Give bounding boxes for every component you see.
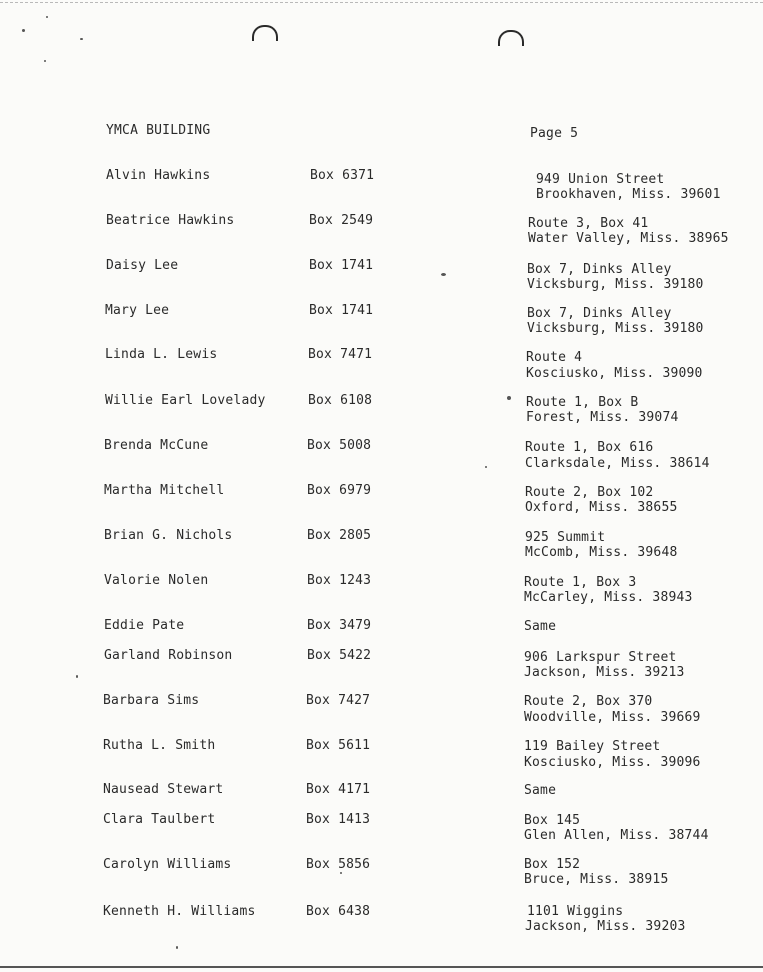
resident-name: Brenda McCune bbox=[104, 438, 209, 453]
resident-name: Martha Mitchell bbox=[104, 483, 225, 498]
home-address-line-1: 949 Union Street bbox=[536, 172, 665, 187]
mail-box-number: Box 1413 bbox=[306, 812, 371, 827]
home-address-line-2: Vicksburg, Miss. 39180 bbox=[527, 277, 704, 292]
resident-name: Valorie Nolen bbox=[104, 573, 209, 588]
speck bbox=[46, 16, 48, 18]
home-address-line-1: Box 7, Dinks Alley bbox=[527, 262, 672, 277]
resident-name: Beatrice Hawkins bbox=[106, 213, 235, 228]
page-number: Page 5 bbox=[530, 126, 579, 141]
home-address-line-2: Brookhaven, Miss. 39601 bbox=[536, 187, 721, 202]
mail-box-number: Box 7427 bbox=[306, 693, 371, 708]
mail-box-number: Box 5611 bbox=[306, 738, 371, 753]
mail-box-number: Box 5422 bbox=[307, 648, 372, 663]
mail-box-number: Box 1243 bbox=[307, 573, 372, 588]
home-address-line-1: Box 152 bbox=[524, 857, 581, 872]
home-address-line-1: Route 1, Box 616 bbox=[525, 440, 654, 455]
speck bbox=[76, 675, 78, 678]
home-address-line-1: Route 3, Box 41 bbox=[528, 216, 649, 231]
mail-box-number: Box 6371 bbox=[310, 168, 375, 183]
speck bbox=[340, 872, 342, 874]
speck bbox=[507, 396, 511, 400]
mail-box-number: Box 6108 bbox=[308, 393, 373, 408]
punch-hole-right bbox=[498, 30, 524, 46]
resident-name: Nausead Stewart bbox=[103, 782, 224, 797]
resident-name: Brian G. Nichols bbox=[104, 528, 233, 543]
home-address-line-2: Water Valley, Miss. 38965 bbox=[528, 231, 729, 246]
home-address-line-1: Route 2, Box 370 bbox=[524, 694, 653, 709]
home-address-line-2: Vicksburg, Miss. 39180 bbox=[527, 321, 704, 336]
home-address-line-1: Same bbox=[524, 619, 557, 634]
mail-box-number: Box 5008 bbox=[307, 438, 372, 453]
home-address-line-1: Box 7, Dinks Alley bbox=[527, 306, 672, 321]
resident-name: Daisy Lee bbox=[106, 258, 179, 273]
home-address-line-1: 119 Bailey Street bbox=[524, 739, 661, 754]
perforation-edge bbox=[0, 2, 763, 3]
home-address-line-2: Oxford, Miss. 38655 bbox=[525, 500, 678, 515]
resident-name: Linda L. Lewis bbox=[105, 347, 218, 362]
mail-box-number: Box 4171 bbox=[306, 782, 371, 797]
speck bbox=[44, 60, 46, 62]
home-address-line-1: Route 1, Box 3 bbox=[524, 575, 637, 590]
resident-name: Garland Robinson bbox=[104, 648, 233, 663]
mail-box-number: Box 3479 bbox=[307, 618, 372, 633]
home-address-line-2: Woodville, Miss. 39669 bbox=[524, 710, 701, 725]
resident-name: Carolyn Williams bbox=[103, 857, 232, 872]
home-address-line-2: Jackson, Miss. 39203 bbox=[525, 919, 686, 934]
punch-hole-left bbox=[252, 25, 278, 41]
home-address-line-2: Forest, Miss. 39074 bbox=[526, 410, 679, 425]
home-address-line-2: Jackson, Miss. 39213 bbox=[524, 665, 685, 680]
home-address-line-1: 906 Larkspur Street bbox=[524, 650, 677, 665]
resident-name: Eddie Pate bbox=[104, 618, 185, 633]
mail-box-number: Box 6438 bbox=[306, 904, 371, 919]
mail-box-number: Box 7471 bbox=[308, 347, 373, 362]
speck bbox=[485, 466, 487, 468]
home-address-line-1: 1101 Wiggins bbox=[527, 904, 624, 919]
home-address-line-1: Route 2, Box 102 bbox=[525, 485, 654, 500]
mail-box-number: Box 6979 bbox=[307, 483, 372, 498]
building-heading: YMCA BUILDING bbox=[106, 123, 211, 138]
home-address-line-2: Glen Allen, Miss. 38744 bbox=[524, 828, 709, 843]
bottom-rule bbox=[0, 966, 763, 968]
mail-box-number: Box 1741 bbox=[309, 258, 374, 273]
home-address-line-1: 925 Summit bbox=[525, 530, 606, 545]
home-address-line-1: Route 4 bbox=[526, 350, 583, 365]
resident-name: Barbara Sims bbox=[103, 693, 200, 708]
home-address-line-1: Route 1, Box B bbox=[526, 395, 639, 410]
speck bbox=[176, 946, 178, 949]
home-address-line-2: Bruce, Miss. 38915 bbox=[524, 872, 669, 887]
resident-name: Rutha L. Smith bbox=[103, 738, 216, 753]
mail-box-number: Box 1741 bbox=[309, 303, 374, 318]
home-address-line-2: Kosciusko, Miss. 39096 bbox=[524, 755, 701, 770]
speck bbox=[22, 29, 25, 32]
home-address-line-2: Kosciusko, Miss. 39090 bbox=[526, 366, 703, 381]
home-address-line-2: McComb, Miss. 39648 bbox=[525, 545, 678, 560]
resident-name: Alvin Hawkins bbox=[106, 168, 211, 183]
resident-name: Mary Lee bbox=[105, 303, 170, 318]
home-address-line-1: Same bbox=[524, 783, 557, 798]
speck bbox=[441, 273, 446, 276]
home-address-line-1: Box 145 bbox=[524, 813, 581, 828]
home-address-line-2: Clarksdale, Miss. 38614 bbox=[525, 456, 710, 471]
resident-name: Clara Taulbert bbox=[103, 812, 216, 827]
mail-box-number: Box 5856 bbox=[306, 857, 371, 872]
resident-name: Kenneth H. Williams bbox=[103, 904, 256, 919]
resident-name: Willie Earl Lovelady bbox=[105, 393, 266, 408]
speck bbox=[80, 38, 83, 40]
home-address-line-2: McCarley, Miss. 38943 bbox=[524, 590, 693, 605]
mail-box-number: Box 2805 bbox=[307, 528, 372, 543]
mail-box-number: Box 2549 bbox=[309, 213, 374, 228]
